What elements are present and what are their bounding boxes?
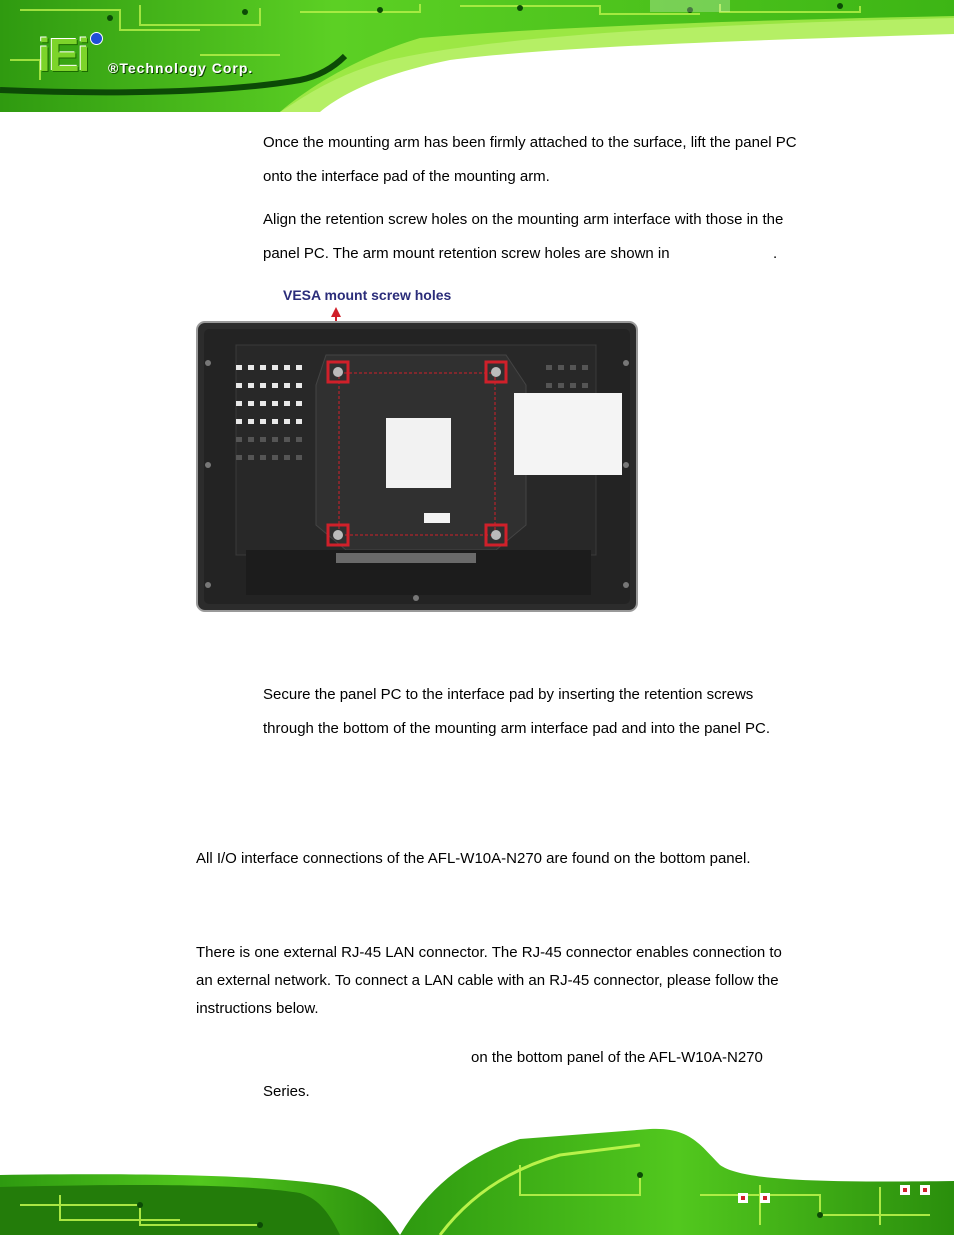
step-align-line-1: Align the retention screw holes on the mounting arm interface with those in the [263,211,784,228]
lan-paragraph-line-3: instructions below. [196,1000,319,1017]
company-logo [38,30,308,80]
logo-mark: iEi [38,29,89,81]
logo-text: ®Technology Corp. [108,60,254,76]
page-footer [0,1125,954,1235]
io-intro-paragraph: All I/O interface connections of the AFL-W10A-N270 are found on the bottom panel. [196,850,751,867]
page-header [0,0,954,112]
figure-label: VESA mount screw holes [283,287,452,303]
step-secure-line-2: through the bottom of the mounting arm interface pad and into the panel PC. [263,720,770,737]
lan-paragraph-line-2: an external network. To connect a LAN cable with an RJ-45 connector, please follow the [196,972,779,989]
lan-step-line-1: on the bottom panel of the AFL-W10A-N270 [471,1049,763,1066]
vesa-mount-figure [196,285,638,613]
step-align-end: . [773,245,778,262]
step-align-line-2: panel PC. The arm mount retention screw holes are shown in [263,245,670,262]
panel-pc-rear-image [196,285,638,613]
lan-step-line-2: Series. [263,1083,310,1100]
pcb-footer-graphic [0,1125,954,1235]
logo-dot-icon [90,32,103,45]
step-secure-line-1: Secure the panel PC to the interface pad by inserting the retention screws [263,686,754,703]
lan-paragraph-line-1: There is one external RJ-45 LAN connector. The RJ-45 connector enables connection to [196,944,782,961]
step-mount-line-2: onto the interface pad of the mounting arm. [263,168,550,185]
step-mount-line-1: Once the mounting arm has been firmly attached to the surface, lift the panel PC [263,134,797,151]
